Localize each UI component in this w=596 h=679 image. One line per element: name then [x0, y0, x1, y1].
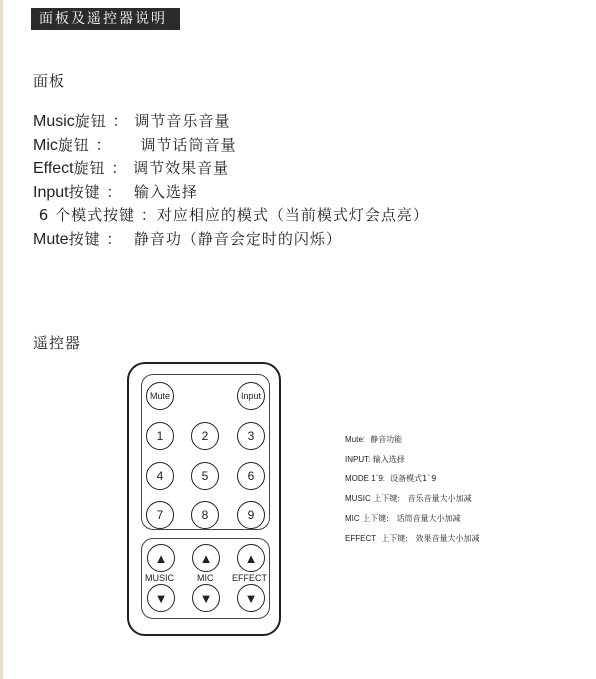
panel-line-mute — [33, 228, 429, 252]
remote-digit-7-button: 7 — [146, 501, 174, 529]
remote-input-button: Input — [237, 382, 265, 410]
legend-text: 设备模式1`9 — [385, 474, 437, 484]
control-name: Effect — [33, 160, 74, 178]
panel-line-music — [33, 110, 429, 134]
remote-digit-4-button: 4 — [146, 462, 174, 490]
remote-digit-8-button: 8 — [191, 501, 219, 529]
control-name: Mute — [33, 230, 69, 248]
remote-music-label: MUSIC — [145, 573, 174, 583]
legend-item-effect — [345, 529, 480, 549]
control-description: 旋钮 ： 调节话筒音量 — [57, 135, 237, 154]
control-description: 按键 ： 静音功（静音会定时的闪烁） — [68, 229, 342, 248]
remote-digit-6-button: 6 — [237, 462, 265, 490]
remote-section-title: 遥控器 — [33, 334, 82, 352]
legend-key: MUSIC — [345, 494, 371, 504]
control-name: Music — [33, 113, 75, 130]
remote-digit-1-button: 1 — [146, 422, 174, 450]
remote-key-legend — [345, 430, 480, 548]
remote-effect-up-icon: ▲ — [237, 544, 265, 572]
remote-music-down-icon: ▼ — [147, 584, 175, 612]
legend-key: Mute: — [345, 435, 366, 444]
remote-mute-button: Mute — [146, 382, 174, 410]
panel-line-effect — [33, 157, 429, 181]
remote-mic-down-icon: ▼ — [192, 584, 220, 612]
legend-key: MODE 1`9: — [345, 474, 386, 484]
remote-digit-2-button: 2 — [191, 422, 219, 450]
remote-effect-label: EFFECT — [232, 573, 267, 583]
control-description: 按键 ： 输入选择 — [68, 182, 198, 201]
panel-section-title: 面板 — [33, 72, 66, 90]
panel-line-input — [33, 181, 429, 205]
legend-text: 上下键: 效果音量大小加减 — [376, 533, 480, 543]
legend-key: EFFECT — [345, 533, 377, 543]
legend-item-music — [345, 489, 480, 509]
remote-digit-3-button: 3 — [237, 422, 265, 450]
control-description: 旋钮 ： 调节效果音量 — [73, 159, 230, 178]
legend-item-input — [345, 450, 480, 470]
legend-key: INPUT: — [345, 454, 371, 464]
remote-mic-label: MIC — [197, 573, 214, 583]
remote-effect-down-icon: ▼ — [237, 584, 265, 612]
legend-key: MIC — [345, 513, 360, 523]
remote-music-up-icon: ▲ — [147, 544, 175, 572]
legend-text: 静音功能 — [365, 435, 403, 444]
panel-line-modes — [33, 204, 429, 228]
legend-item-mute — [345, 430, 480, 450]
remote-mic-up-icon: ▲ — [192, 544, 220, 572]
panel-description-list — [33, 110, 429, 252]
control-name: Input — [33, 183, 69, 201]
page-title: 面板及遥控器说明 — [39, 11, 167, 27]
legend-item-mic — [345, 509, 480, 529]
legend-item-mode — [345, 469, 480, 489]
remote-digit-5-button: 5 — [191, 462, 219, 490]
left-border-rule — [0, 0, 3, 679]
remote-digit-9-button: 9 — [237, 501, 265, 529]
control-description: 6 个模式按键 ：对应相应的模式（当前模式灯会点亮） — [33, 206, 429, 225]
legend-text: 输入选择 — [370, 454, 405, 464]
legend-text: 上下键: 话筒音量大小加减 — [359, 513, 461, 523]
panel-line-mic — [33, 134, 429, 158]
control-description: 旋钮 ： 调节音乐音量 — [74, 112, 231, 130]
legend-text: 上下键: 音乐音量大小加减 — [370, 494, 472, 504]
control-name: Mic — [33, 136, 58, 154]
